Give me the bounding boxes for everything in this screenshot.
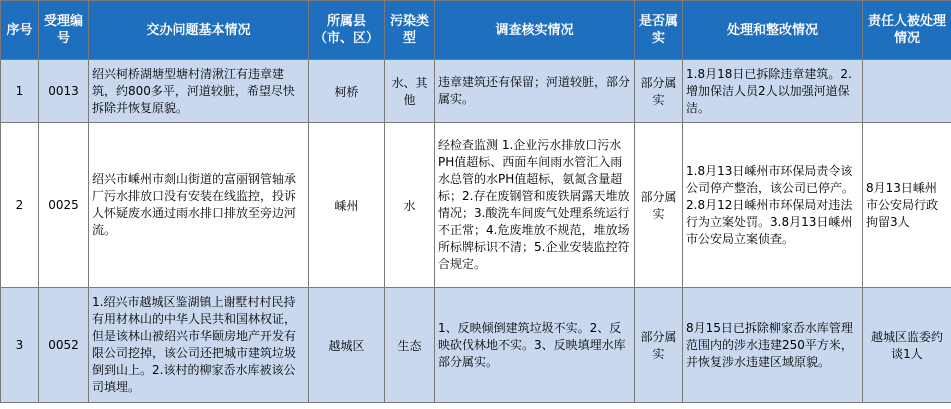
cell-seq: 1 xyxy=(1,60,39,123)
cell-seq: 3 xyxy=(1,288,39,403)
cell-issue: 1.绍兴市越城区鉴湖镇上谢墅村村民持有用材林山的中华人民共和国林权证，但是该林山被绍兴市华颐房地产开发有限公司挖掉，该公司还把城市建筑垃圾倒到山上。2.该村的柳家岙水库被该公司填埋。 xyxy=(89,288,309,403)
cell-handling: 1.8月18日已拆除违章建筑。2.增加保洁人员2人以加强河道保洁。 xyxy=(683,60,863,123)
cell-pollution: 生态 xyxy=(385,288,435,403)
header-handling: 处理和整改情况 xyxy=(683,1,863,60)
cell-county: 嵊州 xyxy=(309,123,385,288)
header-investigation: 调查核实情况 xyxy=(435,1,635,60)
header-verified: 是否属实 xyxy=(635,1,683,60)
cell-issue: 绍兴柯桥湖塘型塘村清湫江有违章建筑，约800多平，河道较脏，希望尽快拆除并恢复原貌。 xyxy=(89,60,309,123)
cell-verified: 部分属实 xyxy=(635,288,683,403)
cell-responsible xyxy=(863,60,951,123)
cell-handling: 1.8月13日嵊州市环保局责令该公司停产整治，该公司已停产。2.8月12日嵊州市环保局对违法行为立案处罚。3.8月13日嵊州市公安局立案侦查。 xyxy=(683,123,863,288)
header-county: 所属县（市、区） xyxy=(309,1,385,60)
cell-code: 0025 xyxy=(39,123,89,288)
cell-pollution: 水、其他 xyxy=(385,60,435,123)
cell-seq: 2 xyxy=(1,123,39,288)
cell-county: 越城区 xyxy=(309,288,385,403)
cell-county: 柯桥 xyxy=(309,60,385,123)
cell-issue: 绍兴市嵊州市剡山街道的富丽钢管轴承厂污水排放口没有安装在线监控，投诉人怀疑废水通过雨水排口排放至旁边河流。 xyxy=(89,123,309,288)
cell-verified: 部分属实 xyxy=(635,123,683,288)
cell-pollution: 水 xyxy=(385,123,435,288)
header-code: 受理编号 xyxy=(39,1,89,60)
cell-responsible: 8月13日嵊州市公安局行政拘留3人 xyxy=(863,123,951,288)
header-responsible: 责任人被处理情况 xyxy=(863,1,951,60)
table-row xyxy=(1,60,951,123)
header-pollution: 污染类型 xyxy=(385,1,435,60)
cell-code: 0052 xyxy=(39,288,89,403)
table-row xyxy=(1,123,951,288)
header-row xyxy=(1,1,951,60)
cell-responsible: 越城区监委约谈1人 xyxy=(863,288,951,403)
header-issue: 交办问题基本情况 xyxy=(89,1,309,60)
table-row xyxy=(1,288,951,403)
cell-investigation: 经检查监测 1.企业污水排放口污水PH值超标、西面车间雨水管汇入雨水总管的水PH值超标，氨氮含量超标；2.存在废钢管和废铁屑露天堆放情况；3.酸洗车间废气处理系统运行不正常；4.危废堆放不规范，堆放场所标牌标识不清；5.企业安装监控符合规定。 xyxy=(435,123,635,288)
cell-investigation: 1、反映倾倒建筑垃圾不实。2、反映砍伐林地不实。3、反映填埋水库部分属实。 xyxy=(435,288,635,403)
cell-verified: 部分属实 xyxy=(635,60,683,123)
header-seq: 序号 xyxy=(1,1,39,60)
cell-code: 0013 xyxy=(39,60,89,123)
cell-investigation: 违章建筑还有保留；河道较脏，部分属实。 xyxy=(435,60,635,123)
cell-handling: 8月15日已拆除柳家岙水库管理范围内的涉水违建250平方米，并恢复涉水违建区域原貌。 xyxy=(683,288,863,403)
